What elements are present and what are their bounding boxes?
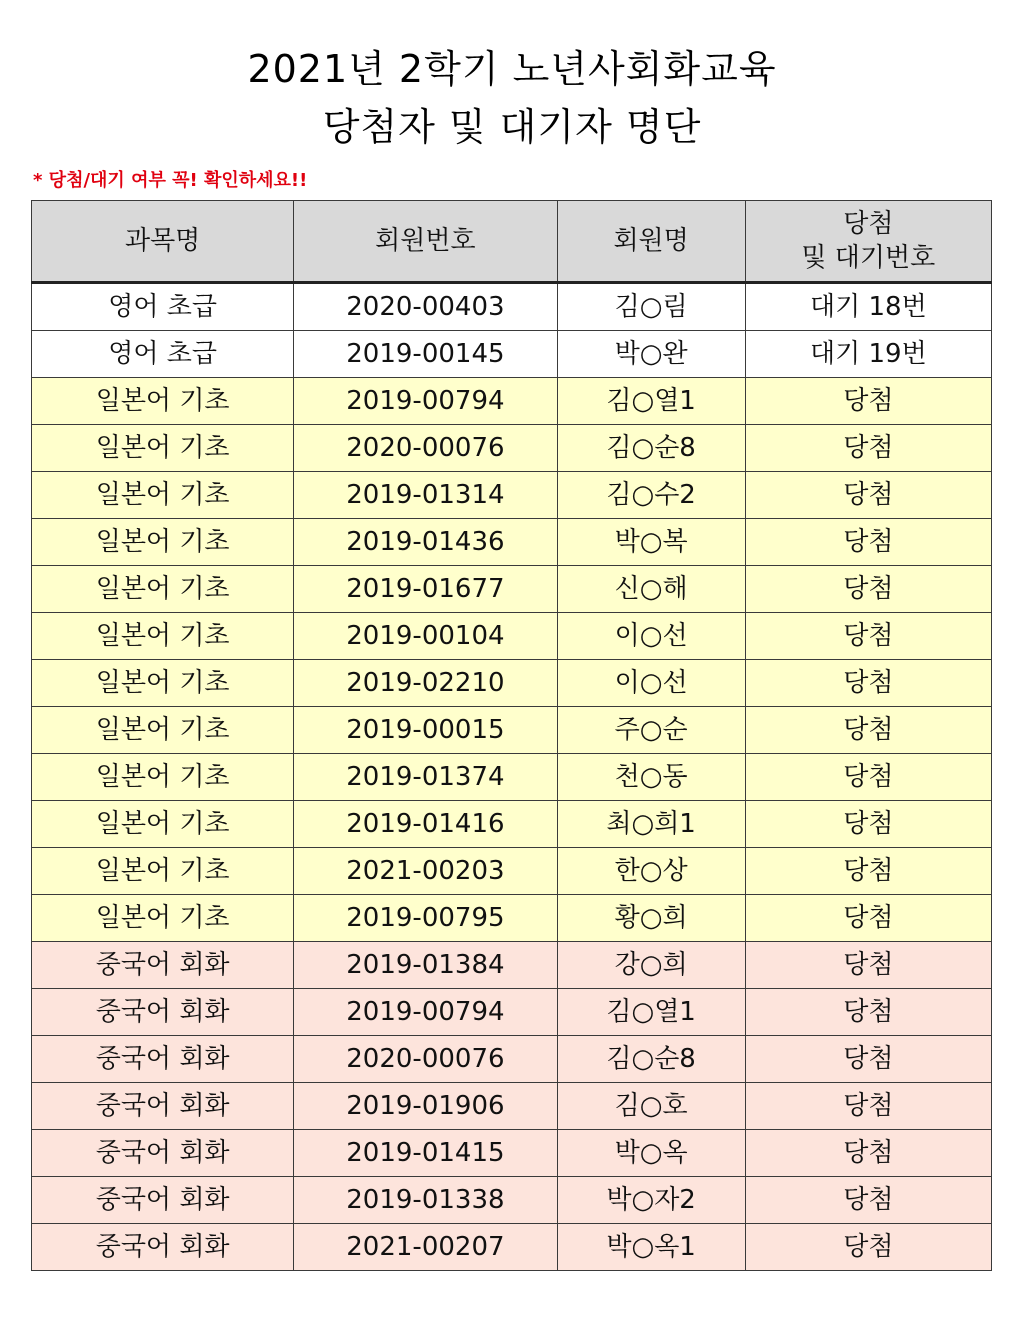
title-line-2: 당첨자 및 대기자 명단 [322, 105, 702, 149]
cell-member-number: 2019-01436 [294, 519, 557, 566]
cell-subject: 중국어 회화 [32, 1130, 294, 1177]
cell-subject: 중국어 회화 [32, 1177, 294, 1224]
table-row [32, 1083, 992, 1130]
cell-member-name: 천○동 [557, 754, 745, 801]
cell-subject: 중국어 회화 [32, 1224, 294, 1271]
cell-subject: 일본어 기초 [32, 895, 294, 942]
cell-member-number: 2019-00104 [294, 613, 557, 660]
cell-member-name: 강○희 [557, 942, 745, 989]
cell-member-number: 2020-00403 [294, 283, 557, 331]
cell-subject: 일본어 기초 [32, 566, 294, 613]
table-row [32, 989, 992, 1036]
table-row [32, 1177, 992, 1224]
cell-status: 당첨 [745, 519, 991, 566]
header-subject: 과목명 [32, 201, 294, 283]
cell-member-name: 황○희 [557, 895, 745, 942]
table-row [32, 472, 992, 519]
cell-status: 당첨 [745, 1130, 991, 1177]
cell-subject: 일본어 기초 [32, 707, 294, 754]
header-status-line-2: 및 대기번호 [801, 243, 936, 273]
cell-member-name: 이○선 [557, 660, 745, 707]
cell-member-number: 2019-00145 [294, 331, 557, 378]
cell-member-name: 박○옥 [557, 1130, 745, 1177]
cell-status: 당첨 [745, 754, 991, 801]
cell-member-name: 이○선 [557, 613, 745, 660]
cell-member-name: 주○순 [557, 707, 745, 754]
table-row [32, 1130, 992, 1177]
cell-status: 당첨 [745, 425, 991, 472]
cell-member-number: 2019-01374 [294, 754, 557, 801]
cell-member-name: 김○순8 [557, 1036, 745, 1083]
cell-member-name: 김○림 [557, 283, 745, 331]
cell-member-number: 2019-00015 [294, 707, 557, 754]
table-row [32, 942, 992, 989]
table-body [32, 283, 992, 1271]
cell-subject: 일본어 기초 [32, 378, 294, 425]
table-row [32, 425, 992, 472]
cell-status: 당첨 [745, 942, 991, 989]
roster-table [31, 200, 992, 1271]
table-row [32, 283, 992, 331]
header-status-line-1: 당첨 [843, 209, 894, 239]
title-line-1: 2021년 2학기 노년사회화교육 [247, 47, 777, 91]
cell-status: 당첨 [745, 707, 991, 754]
cell-subject: 일본어 기초 [32, 613, 294, 660]
cell-member-name: 신○해 [557, 566, 745, 613]
cell-member-name: 김○호 [557, 1083, 745, 1130]
cell-status: 당첨 [745, 801, 991, 848]
table-row [32, 566, 992, 613]
cell-status: 당첨 [745, 472, 991, 519]
cell-subject: 일본어 기초 [32, 472, 294, 519]
cell-member-name: 김○순8 [557, 425, 745, 472]
cell-member-number: 2019-01338 [294, 1177, 557, 1224]
cell-subject: 일본어 기초 [32, 660, 294, 707]
cell-member-number: 2021-00207 [294, 1224, 557, 1271]
table-row [32, 1224, 992, 1271]
cell-member-number: 2019-01384 [294, 942, 557, 989]
cell-member-number: 2019-00794 [294, 378, 557, 425]
cell-member-number: 2019-01416 [294, 801, 557, 848]
cell-status: 대기 19번 [745, 331, 991, 378]
cell-member-name: 박○복 [557, 519, 745, 566]
cell-status: 당첨 [745, 378, 991, 425]
cell-member-name: 김○열1 [557, 989, 745, 1036]
table-header-row [32, 201, 992, 283]
cell-status: 당첨 [745, 566, 991, 613]
cell-member-name: 최○희1 [557, 801, 745, 848]
cell-member-name: 박○완 [557, 331, 745, 378]
cell-subject: 영어 초급 [32, 283, 294, 331]
table-row [32, 378, 992, 425]
cell-member-name: 김○수2 [557, 472, 745, 519]
cell-status: 당첨 [745, 848, 991, 895]
cell-subject: 일본어 기초 [32, 848, 294, 895]
header-member-name: 회원명 [557, 201, 745, 283]
cell-subject: 영어 초급 [32, 331, 294, 378]
table-row [32, 801, 992, 848]
page-title [0, 40, 1024, 156]
table-row [32, 331, 992, 378]
cell-status: 당첨 [745, 1036, 991, 1083]
table-row [32, 848, 992, 895]
cell-member-number: 2019-01906 [294, 1083, 557, 1130]
cell-member-name: 박○자2 [557, 1177, 745, 1224]
cell-member-number: 2019-00794 [294, 989, 557, 1036]
cell-subject: 일본어 기초 [32, 425, 294, 472]
notice-text: * 당첨/대기 여부 꼭! 확인하세요!! [33, 170, 308, 191]
cell-status: 당첨 [745, 1177, 991, 1224]
table-row [32, 1036, 992, 1083]
cell-status: 당첨 [745, 1083, 991, 1130]
cell-status: 당첨 [745, 1224, 991, 1271]
cell-member-number: 2019-01314 [294, 472, 557, 519]
cell-member-number: 2019-02210 [294, 660, 557, 707]
cell-member-number: 2020-00076 [294, 1036, 557, 1083]
cell-status: 당첨 [745, 660, 991, 707]
cell-member-name: 김○열1 [557, 378, 745, 425]
table-row [32, 754, 992, 801]
cell-member-number: 2020-00076 [294, 425, 557, 472]
cell-subject: 일본어 기초 [32, 754, 294, 801]
cell-member-name: 박○옥1 [557, 1224, 745, 1271]
header-member-number: 회원번호 [294, 201, 557, 283]
table-row [32, 613, 992, 660]
cell-status: 당첨 [745, 613, 991, 660]
cell-subject: 중국어 회화 [32, 989, 294, 1036]
cell-member-number: 2019-01415 [294, 1130, 557, 1177]
cell-member-number: 2021-00203 [294, 848, 557, 895]
cell-subject: 중국어 회화 [32, 942, 294, 989]
table-row [32, 660, 992, 707]
cell-member-number: 2019-01677 [294, 566, 557, 613]
cell-status: 대기 18번 [745, 283, 991, 331]
table-row [32, 895, 992, 942]
cell-status: 당첨 [745, 989, 991, 1036]
cell-subject: 일본어 기초 [32, 801, 294, 848]
table-row [32, 519, 992, 566]
cell-status: 당첨 [745, 895, 991, 942]
cell-subject: 일본어 기초 [32, 519, 294, 566]
table-row [32, 707, 992, 754]
cell-member-name: 한○상 [557, 848, 745, 895]
cell-subject: 중국어 회화 [32, 1083, 294, 1130]
cell-subject: 중국어 회화 [32, 1036, 294, 1083]
cell-member-number: 2019-00795 [294, 895, 557, 942]
header-status [745, 201, 991, 283]
